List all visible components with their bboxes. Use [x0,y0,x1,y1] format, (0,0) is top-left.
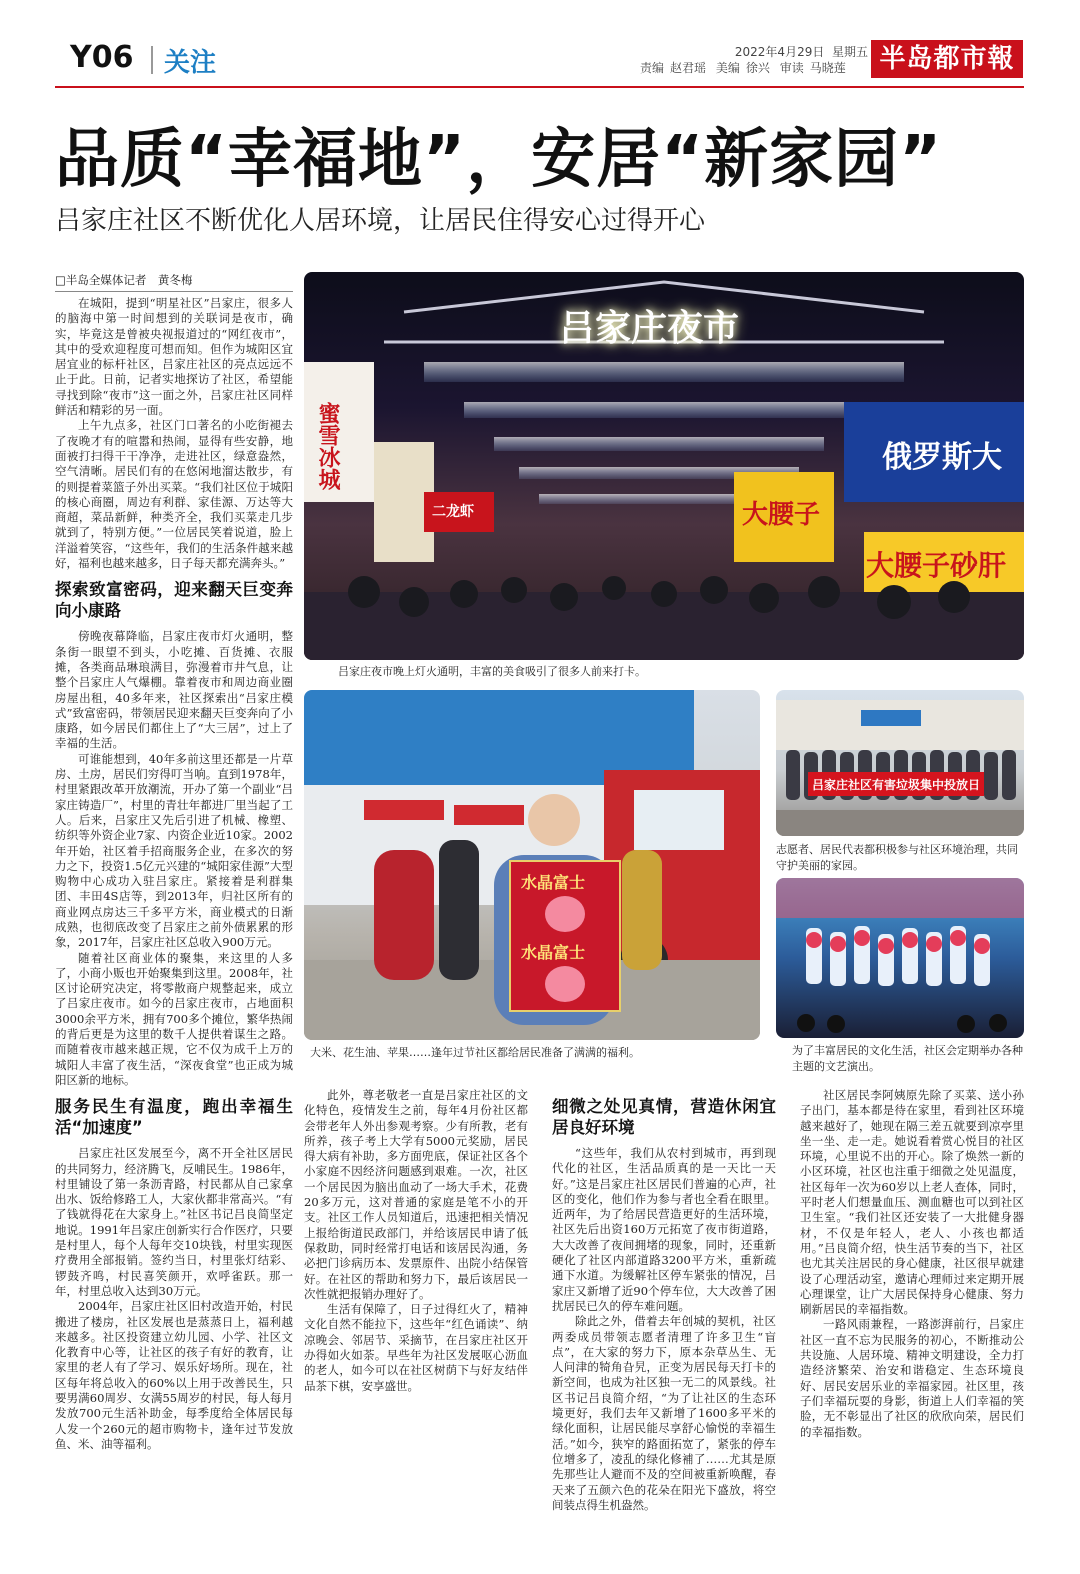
performance-photo [776,878,1024,1038]
reviewer-label: 审读 [779,61,804,75]
designer-label: 美编 [715,61,740,75]
volunteers-photo [776,690,1024,836]
paragraph: 社区居民李阿姨原先除了买菜、送小孙子出门，基本都是待在家里，看到社区环境越来越好了，她现在隔三差五就要到凉亭里坐一坐、走一走。她说看着赏心悦目的社区环境，心里说不出的开心。除了焕然一新的小区环境，社区也注重于细微之处见温度，社区每年一次为60岁以上老人查体，同时，平时老人们想量血压、测血糖也可以到社区卫生室。“我们社区还安装了一大批健身器材，不仅是年轻人，老人、小孩也都适用。”吕良简介绍，快生活节奏的当下，社区也尤其关注居民的身心健康，社区很早就建设了心理活动室，邀请心理师过来定期开展心理课堂，让广大居民保持身心健康、努力刷新居民的幸福指数。 [800,1088,1024,1317]
night-market-photo [304,272,1024,660]
paragraph: “这些年，我们从农村到城市，再到现代化的社区，生活品质真的是一天比一天好。”这是吕家庄社区居民们普遍的心声，社区的变化，他们作为参与者也全看在眼里。近两年，为了给居民营造更好的生活环境，社区先后出资160万元拓宽了夜市街道路，大大改善了夜间拥堵的现象，同时，还重新硬化了社区内部道路3200平方米，重新疏通下水道。为缓解社区停车紧张的情况，吕家庄又新增了近90个停车位，大大改善了困扰居民已久的停车难问题。 [552,1146,776,1313]
page-number: Y06 [70,40,134,75]
night-market-caption: 吕家庄夜市晚上灯火通明，丰富的美食吸引了很多人前来打卡。 [338,665,646,678]
newspaper-masthead: 半岛都市報 [871,40,1023,78]
column-1 [55,296,293,1550]
issue-date: 2022年4月29日 [734,45,825,59]
byline: □半岛全媒体记者 黄冬梅 [55,272,293,292]
apple-icon [545,966,585,1002]
section-label: 关注 [164,48,217,78]
paragraph: 生活有保障了，日子过得红火了，精神文化自然不能拉下，这些年“红色诵读”、纳凉晚会、邻居节、采摘节，在吕家庄社区开办得如火如荼。早些年为社区发展呕心沥血的老人，如今可以在社区树荫下与好友结伴品茶下棋，安享盛世。 [304,1302,528,1393]
apple-box [509,860,621,1012]
editor-name: 赵君瑶 [670,61,707,75]
apple-icon [545,896,585,932]
paragraph: 随着社区商业体的聚集，来这里的人多了，小商小贩也开始聚集到这里。2008年，社区讨论研究决定，将零散商户规整起来，成立了吕家庄夜市。如今的吕家庄夜市，占地面积3000余平方米，拥有700多个摊位，繁华热闹的背后更是为这里的数千人提供着谋生之路。而随着夜市越来越正规，它不仅为成千上万的城阳人丰富了夜生活，“深夜食堂”也正成为城阳区新的地标。 [55,950,293,1087]
designer-name: 徐兴 [745,61,770,75]
paragraph: 除此之外，借着去年创城的契机，社区两委成员带领志愿者清理了许多卫生“盲点”，在大家的努力下，原本杂草丛生、无人问津的犄角旮旯，正变为居民每天打卡的新空间，也成为社区独一无二的风景线。社区书记吕良简介绍，“为了让社区的生态环境更好，我们去年又新增了1600多平米的绿化面积，让居民能尽享舒心愉悦的幸福生活。”如今，狭窄的路面拓宽了，紧张的停车位增多了，凌乱的绿化修補了……尤其是原先那些让人避而不及的空间被重新唤醒，春天来了五颜六色的花朵在阳光下盛放，将空间装点得生机盎然。 [552,1314,776,1512]
column-2 [304,1088,528,1550]
volunteers-scene [776,690,1024,836]
reviewer-name: 马晓莲 [809,61,846,75]
shop-sign: 大腰子 [742,500,821,530]
column-3 [552,1088,776,1550]
welfare-photo [304,690,760,1040]
night-market-sign: 吕家庄夜市 [559,308,740,349]
paragraph: 2004年，吕家庄社区旧村改造开始，村民搬进了楼房，社区发展也是蒸蒸日上，福利越来越多。社区投资建立幼儿园、小学、社区文化教育中心等，让社区的孩子有好的教育，让家里的老人有了学习、娱乐好场所。现在，社区每年将总收入的60%以上用于改善民生，只要男满60周岁、女满55周岁的村民，每人每月发放700元生活补助金，每季度给全体居民每人发一个260元的超市购物卡，逢年过节发放鱼、米、油等福利。 [55,1299,293,1451]
paragraph: 此外，尊老敬老一直是吕家庄社区的文化特色，疫情发生之前，每年4月份社区都会带老年人外出参观考察。少有所教，老有所养，孩子考上大学有5000元奖励，居民得大病有补助，多方面兜底，保证社区各个小家庭不因经济问题感到艰难。一次，社区一个居民因为脑出血动了一场大手术，花费20多万元，这对普通的家庭是笔不小的开支。社区工作人员知道后，迅速把相关情况上报给街道民政部门，并给该居民申请了低保救助，同时经常打电话和该居民沟通，务必把门诊病历本、发票原件、出院小结保管好。在社区的帮助和努力下，最后该居民一次性就把报销办理好了。 [304,1088,528,1301]
volunteers-caption: 志愿者、居民代表都积极参与社区环境治理，共同守护美丽的家园。 [776,843,1018,872]
section-2-title: 服务民生有温度，跑出幸福生活“加速度” [55,1097,293,1138]
edition-meta [640,44,868,76]
paragraph: 一路风雨兼程，一路澎湃前行，吕家庄社区一直不忘为民服务的初心，不断推动公共设施、人居环境、精神文明建设，全力打造经济繁荣、治安和谐稳定、生态环境良好、居民安居乐业的幸福家园。社区里，孩子们幸福玩耍的身影，街道上人们幸福的笑脸，无不彰显出了社区的欣欣向荣，居民们的幸福指数。 [800,1317,1024,1439]
performance-caption: 为了丰富居民的文化生活，社区会定期举办各种主题的文艺演出。 [792,1044,1023,1073]
apple-box-label: 水晶富士 [521,943,586,962]
article-subheadline: 吕家庄社区不断优化人居环境，让居民住得安心过得开心 [55,206,706,236]
apple-box-label: 水晶富士 [521,873,586,892]
welfare-caption: 大米、花生油、苹果……逢年过节社区都给居民准备了满满的福利。 [310,1046,640,1059]
shop-sign: 大腰子砂肝 [866,549,1007,582]
paragraph: 可谁能想到，40年多前这里还都是一片草房、土房，居民们穷得叮当响。直到1978年，村里紧跟改革开放潮流，开办了第一个副业“吕家庄铸造厂”，村里的青壮年都进厂里当起了工人。后来，吕家庄又先后引进了机械、橡塑、纺织等外资企业7家、内资企业近10家。2002年开始，社区着手招商服务企业，在多次的努力之下，投资1.5亿元兴建的“城阳家佳源”大型购物中心成功入驻吕家庄。紧接着是利群集团、丰田4S店等，到2013年，归社区所有的商业网点房达三千多平方米，商业模式的日渐成熟，也彻底改变了吕家庄之前外债累累的形象，2017年，吕家庄社区总收入900万元。 [55,751,293,950]
header-rule [55,86,1024,88]
editor-label: 责编 [640,61,665,75]
paragraph: 上午九点多，社区门口著名的小吃街褪去了夜晚才有的喧嚣和热闹，显得有些安静，地面被打扫得干干净净，走进社区，绿意盎然，空气清晰。居民们有的在悠闲地溜达散步，有的则提着菜篮子外出买菜。“我们社区位于城阳的核心商圈，周边有利群、家佳源、万达等大商超，菜品新鲜，种类齐全，我们买菜走几步就到了，特别方便。”一位居民笑着说道，脸上洋溢着笑容，“这些年，我们的生活条件越来越好，福利也越来越多，日子每天都充满奔头。” [55,418,293,571]
issue-weekday: 星期五 [831,45,868,59]
shop-sign: 二龙虾 [432,504,474,520]
section-1-title: 探索致富密码，迎来翻天巨变奔向小康路 [55,580,293,621]
column-4 [800,1088,1024,1550]
paragraph: 傍晚夜幕降临，吕家庄夜市灯火通明，整条街一眼望不到头，小吃摊、百货摊、衣服摊，各类商品琳琅满目，弥漫着市井气息，让整个吕家庄人气爆棚。靠着夜市和周边商业圈房屋出租，40多年来，社区探索出“吕家庄模式”致富密码，带领居民迎来翻天巨变奔向了小康路，如今居民们都住上了“大三居”，过上了幸福的生活。 [55,629,293,751]
header-divider [151,46,153,74]
shop-sign: 俄罗斯大 [882,440,1002,475]
section-3-title: 细微之处见真情，营造休闲宜居良好环境 [552,1097,776,1137]
paragraph: 在城阳，提到“明星社区”吕家庄，很多人的脑海中第一时间想到的关联词是夜市，确实，毕竟这是曾被央视报道过的“网红夜市”，其中的受欢迎程度可想而知。但作为城阳区宜居宜业的标杆社区，吕家庄社区的亮点远远不止于此。日前，记者实地探访了社区，希望能寻找到除“夜市”这一面之外，吕家庄社区同样鲜活和精彩的另一面。 [55,296,293,418]
performers [806,926,990,986]
shop-sign: 蜜雪冰城 [315,402,340,490]
article-headline: 品质“幸福地”，安居“新家园” [55,123,943,197]
volunteer-banner [808,772,984,796]
volunteer-banner-text: 吕家庄社区有害垃圾集中投放日 [812,778,981,792]
performance-scene [776,878,1024,1038]
paragraph: 吕家庄社区发展至今，离不开全社区居民的共同努力，经济腾飞，反哺民生。1986年，村里铺设了第一条沥青路，村民都从自己家拿出水、饭给修路工人，大家伙都非常高兴。“有了钱就得花在大家身上。”社区书记吕良简坚定地说。1991年吕家庄创新实行合作医疗，只要是村里人，每个人每年交10块钱，村里实现医疗费用全部报销。签约当日，村里张灯结彩、锣鼓齐鸣，村民喜笑颜开，欢呼雀跃。那一年，村里总收入达到30万元。 [55,1146,293,1298]
